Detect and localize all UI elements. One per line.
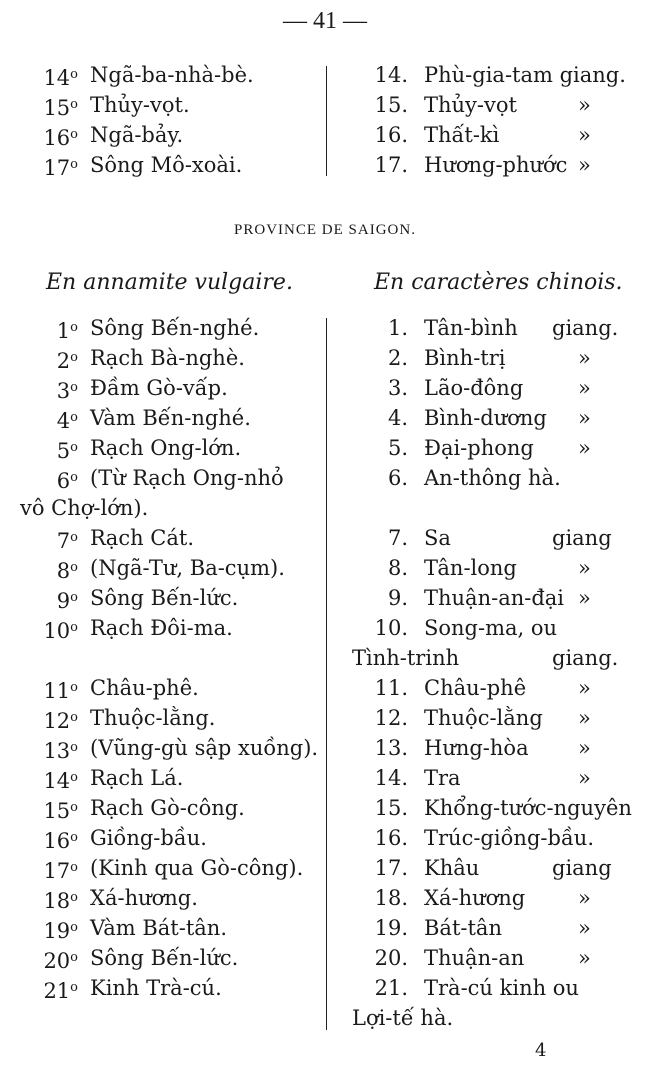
ordinal-mark: o	[70, 740, 78, 755]
list-row	[0, 493, 650, 523]
entry-number-right: 11.	[374, 676, 408, 700]
chinese-reading: Tân-long	[424, 556, 517, 580]
entry-number-left	[8, 433, 78, 466]
chinese-reading: Trúc-giồng-bầu.	[424, 826, 595, 850]
entry-number-value: 10	[43, 619, 71, 643]
vulgar-name: Rạch Cát.	[90, 526, 194, 550]
entry-number-right: 2.	[387, 346, 408, 370]
ordinal-mark: o	[70, 440, 78, 455]
chinese-reading: Thuận-an-đại	[424, 586, 565, 610]
entry-number-value: 17	[43, 156, 71, 180]
vulgar-name: Rạch Lá.	[90, 766, 184, 790]
list-row	[0, 943, 650, 973]
vulgar-name: Vàm Bát-tân.	[90, 916, 227, 940]
entry-number-value: 18	[43, 889, 71, 913]
vulgar-name: Sông Bến-lức.	[90, 586, 239, 610]
vulgar-name: vô Chợ-lớn).	[20, 496, 149, 520]
ditto-mark: »	[578, 766, 591, 790]
chinese-reading: Phù-gia-tam giang.	[424, 63, 626, 87]
entry-number-value: 15	[43, 96, 71, 120]
chinese-reading: Lợi-tế hà.	[352, 1006, 454, 1030]
ordinal-mark: o	[70, 590, 78, 605]
entry-number-right: 3.	[387, 376, 408, 400]
ditto-mark: »	[578, 346, 591, 370]
chinese-reading: Khâu	[424, 856, 480, 880]
entry-number-left	[8, 613, 78, 646]
entry-number-value: 13	[43, 739, 71, 763]
chinese-reading: Hưng-hòa	[424, 736, 529, 760]
chinese-reading: Khổng-tước-nguyên	[424, 796, 632, 820]
chinese-reading: Tra	[424, 766, 461, 790]
entry-number-right: 6.	[387, 466, 408, 490]
column-heading-left: En annamite vulgaire.	[46, 270, 293, 295]
list-row	[0, 463, 650, 493]
suffix-word: giang.	[552, 646, 619, 670]
entry-number-right: 16.	[374, 826, 408, 850]
list-row	[0, 703, 650, 733]
ordinal-mark: o	[70, 67, 78, 82]
entry-number-right: 20.	[374, 946, 408, 970]
ditto-mark: »	[578, 556, 591, 580]
entry-number-left	[8, 823, 78, 856]
list-row	[0, 120, 650, 150]
ordinal-mark: o	[70, 830, 78, 845]
chinese-reading: An-thông hà.	[424, 466, 561, 490]
vulgar-name: (Ngã-Tư, Ba-cụm).	[90, 556, 285, 580]
list-row	[0, 793, 650, 823]
entry-number-right: 16.	[374, 123, 408, 147]
entry-number-value: 14	[43, 66, 71, 90]
list-row	[0, 913, 650, 943]
ordinal-mark: o	[70, 530, 78, 545]
entry-number-left	[8, 853, 78, 886]
vulgar-name: Sông Mô-xoài.	[90, 153, 243, 177]
ordinal-mark: o	[70, 620, 78, 635]
list-row	[0, 150, 650, 180]
vulgar-name: (Từ Rạch Ong-nhỏ	[90, 466, 284, 490]
ditto-mark: »	[578, 153, 591, 177]
vulgar-name: Sông Bến-lức.	[90, 946, 239, 970]
entry-number-right: 1.	[387, 316, 408, 340]
ordinal-mark: o	[70, 127, 78, 142]
signature-mark: 4	[535, 1040, 547, 1061]
chinese-reading: Song-ma, ou	[424, 616, 558, 640]
entry-number-right: 17.	[374, 856, 408, 880]
chinese-reading: Lão-đông	[424, 376, 524, 400]
vulgar-name: (Vũng-gù sập xuồng).	[90, 736, 319, 760]
list-row	[0, 613, 650, 643]
entry-number-value: 4	[56, 409, 71, 433]
list-row	[0, 60, 650, 90]
entry-number-value: 2	[56, 349, 71, 373]
entry-number-left	[8, 60, 78, 93]
ditto-mark: »	[578, 946, 591, 970]
list-row	[0, 523, 650, 553]
entry-number-left	[8, 150, 78, 183]
entry-number-value: 21	[43, 979, 71, 1003]
ordinal-mark: o	[70, 920, 78, 935]
ditto-mark: »	[578, 586, 591, 610]
ordinal-mark: o	[70, 800, 78, 815]
vulgar-name: Thủy-vọt.	[90, 93, 190, 117]
list-row	[0, 583, 650, 613]
entry-number-right: 15.	[374, 796, 408, 820]
ditto-mark: »	[578, 736, 591, 760]
list-row	[0, 553, 650, 583]
entry-number-left	[8, 553, 78, 586]
entry-number-right: 8.	[387, 556, 408, 580]
chinese-reading: Xá-hương	[424, 886, 526, 910]
ordinal-mark: o	[70, 320, 78, 335]
column-heading-right: En caractères chinois.	[374, 270, 623, 295]
vulgar-name: Ngã-bảy.	[90, 123, 184, 147]
chinese-reading: Bình-trị	[424, 346, 506, 370]
entry-number-value: 17	[43, 859, 71, 883]
ditto-mark: »	[578, 436, 591, 460]
entry-number-left	[8, 373, 78, 406]
entry-number-value: 8	[56, 559, 71, 583]
chinese-reading: Thuộc-lằng	[424, 706, 543, 730]
chinese-reading: Trà-cú kinh ou	[424, 976, 579, 1000]
chinese-reading: Thuận-an	[424, 946, 525, 970]
entry-number-left	[8, 120, 78, 153]
list-row	[0, 90, 650, 120]
ordinal-mark: o	[70, 950, 78, 965]
entry-number-value: 11	[43, 679, 71, 703]
entry-number-right: 9.	[387, 586, 408, 610]
ditto-mark: »	[578, 406, 591, 430]
ordinal-mark: o	[70, 470, 78, 485]
chinese-reading: Bát-tân	[424, 916, 502, 940]
entry-number-left	[8, 463, 78, 496]
entry-number-right: 13.	[374, 736, 408, 760]
vulgar-name: Đầm Gò-vấp.	[90, 376, 228, 400]
list-row	[0, 973, 650, 1003]
ordinal-mark: o	[70, 980, 78, 995]
ditto-mark: »	[578, 706, 591, 730]
entry-number-left	[8, 313, 78, 346]
entry-number-value: 6	[56, 469, 71, 493]
chinese-reading: Tân-bình	[424, 316, 518, 340]
entry-number-value: 5	[56, 439, 71, 463]
ordinal-mark: o	[70, 380, 78, 395]
ditto-mark: »	[578, 123, 591, 147]
entry-number-value: 3	[56, 379, 71, 403]
entry-number-left	[8, 973, 78, 1006]
vulgar-name: Kinh Trà-cú.	[90, 976, 222, 1000]
entry-number-left	[8, 883, 78, 916]
ordinal-mark: o	[70, 710, 78, 725]
vulgar-name: Rạch Ong-lớn.	[90, 436, 242, 460]
entry-number-left	[8, 583, 78, 616]
ordinal-mark: o	[70, 770, 78, 785]
entry-number-value: 9	[56, 589, 71, 613]
ordinal-mark: o	[70, 350, 78, 365]
suffix-word: giang.	[552, 316, 619, 340]
list-row	[0, 673, 650, 703]
entry-number-right: 5.	[387, 436, 408, 460]
chinese-reading: Thất-kì	[424, 123, 500, 147]
chinese-reading: Tình-trinh	[352, 646, 460, 670]
entry-number-right: 12.	[374, 706, 408, 730]
section-heading: PROVINCE DE SAIGON.	[234, 222, 416, 238]
ditto-mark: »	[578, 93, 591, 117]
suffix-word: giang	[552, 526, 612, 550]
page-number: — 41 —	[283, 8, 367, 34]
vulgar-name: Rạch Gò-công.	[90, 796, 245, 820]
list-row	[0, 403, 650, 433]
chinese-reading: Sa	[424, 526, 451, 550]
entry-number-right: 19.	[374, 916, 408, 940]
entry-number-value: 19	[43, 919, 71, 943]
entry-number-left	[8, 733, 78, 766]
entry-number-left	[8, 403, 78, 436]
entry-number-left	[8, 913, 78, 946]
entry-number-right: 18.	[374, 886, 408, 910]
vulgar-name: Ngã-ba-nhà-bè.	[90, 63, 254, 87]
entry-number-right: 10.	[374, 616, 408, 640]
ordinal-mark: o	[70, 560, 78, 575]
vulgar-name: Vàm Bến-nghé.	[90, 406, 251, 430]
list-row	[0, 823, 650, 853]
vulgar-name: Châu-phê.	[90, 676, 199, 700]
ordinal-mark: o	[70, 410, 78, 425]
list-row	[0, 853, 650, 883]
entry-number-left	[8, 343, 78, 376]
entry-number-value: 7	[56, 529, 71, 553]
ordinal-mark: o	[70, 890, 78, 905]
entry-number-right: 21.	[374, 976, 408, 1000]
chinese-reading: Châu-phê	[424, 676, 527, 700]
list-row	[0, 643, 650, 673]
ordinal-mark: o	[70, 860, 78, 875]
ordinal-mark: o	[70, 97, 78, 112]
entry-number-value: 12	[43, 709, 71, 733]
entry-number-left	[8, 943, 78, 976]
list-row	[0, 433, 650, 463]
list-row	[0, 733, 650, 763]
entry-number-value: 15	[43, 799, 71, 823]
list-row	[0, 883, 650, 913]
suffix-word: giang	[552, 856, 612, 880]
ordinal-mark: o	[70, 680, 78, 695]
chinese-reading: Hương-phước	[424, 153, 568, 177]
vulgar-name: Rạch Bà-nghè.	[90, 346, 245, 370]
entry-number-right: 14.	[374, 63, 408, 87]
entry-number-right: 17.	[374, 153, 408, 177]
list-row	[0, 763, 650, 793]
entry-number-value: 1	[56, 319, 71, 343]
vulgar-name: Giồng-bầu.	[90, 826, 207, 850]
ditto-mark: »	[578, 676, 591, 700]
chinese-reading: Đại-phong	[424, 436, 534, 460]
entry-number-left	[8, 673, 78, 706]
entry-number-right: 7.	[387, 526, 408, 550]
entry-number-right: 4.	[387, 406, 408, 430]
entry-number-value: 16	[43, 126, 71, 150]
ditto-mark: »	[578, 376, 591, 400]
entry-number-left	[8, 90, 78, 123]
entry-number-left	[8, 763, 78, 796]
entry-number-left	[8, 703, 78, 736]
vulgar-name: Sông Bến-nghé.	[90, 316, 260, 340]
list-row	[0, 313, 650, 343]
list-row	[0, 373, 650, 403]
vulgar-name: (Kinh qua Gò-công).	[90, 856, 304, 880]
chinese-reading: Thủy-vọt	[424, 93, 517, 117]
vulgar-name: Thuộc-lằng.	[90, 706, 216, 730]
vulgar-name: Rạch Đôi-ma.	[90, 616, 233, 640]
entry-number-left	[8, 793, 78, 826]
entry-number-value: 16	[43, 829, 71, 853]
entry-number-left	[8, 523, 78, 556]
entry-number-value: 20	[43, 949, 71, 973]
entry-number-right: 14.	[374, 766, 408, 790]
entry-number-value: 14	[43, 769, 71, 793]
ditto-mark: »	[578, 916, 591, 940]
ditto-mark: »	[578, 886, 591, 910]
ordinal-mark: o	[70, 157, 78, 172]
list-row	[0, 343, 650, 373]
chinese-reading: Bình-dương	[424, 406, 547, 430]
vulgar-name: Xá-hương.	[90, 886, 198, 910]
entry-number-right: 15.	[374, 93, 408, 117]
list-row	[0, 1003, 650, 1033]
